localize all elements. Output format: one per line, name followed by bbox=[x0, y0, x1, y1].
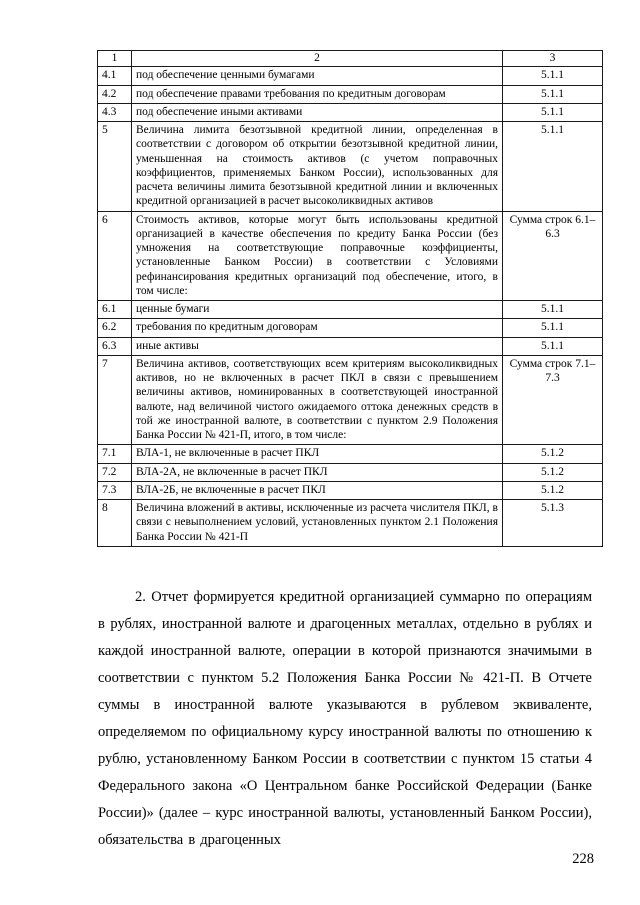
header-col-number: 1 bbox=[98, 51, 132, 67]
row-number-cell: 6 bbox=[98, 211, 132, 301]
table-row bbox=[98, 445, 603, 463]
table-row bbox=[98, 67, 603, 85]
row-text-cell: Величина лимита безотзывной кредитной линии, определенная в соответствии с договором об открытии безотзывной кредитной линии, уменьшенная на стоимость активов (с учетом поправочных коэффициентов, применяемых Банком России), использованных для расчета величины лимита безотзывной кредитной линии и включенных кредитной организацией в расчет высоколиквидных активов bbox=[132, 122, 503, 212]
table-row bbox=[98, 103, 603, 121]
table-row bbox=[98, 211, 603, 301]
row-ref-cell: 5.1.2 bbox=[503, 445, 603, 463]
row-ref-cell: 5.1.1 bbox=[503, 85, 603, 103]
row-text-cell: под обеспечение иными активами bbox=[132, 103, 503, 121]
table-header-row bbox=[98, 51, 603, 67]
row-number-cell: 6.2 bbox=[98, 319, 132, 337]
table-row bbox=[98, 85, 603, 103]
row-number-cell: 7 bbox=[98, 355, 132, 445]
row-ref-cell: Сумма строк 7.1–7.3 bbox=[503, 355, 603, 445]
table-row bbox=[98, 500, 603, 547]
report-rows-table bbox=[97, 50, 603, 547]
table-row bbox=[98, 122, 603, 212]
row-ref-cell: 5.1.2 bbox=[503, 481, 603, 499]
row-text-cell: ценные бумаги bbox=[132, 301, 503, 319]
row-text-cell: ВЛА-2А, не включенные в расчет ПКЛ bbox=[132, 463, 503, 481]
row-text-cell: Стоимость активов, которые могут быть использованы кредитной организацией в качестве обеспечения по кредиту Банка России (без умножения на соответствующие поправочные коэффициенты, установленные Банком России) в соответствии с Условиями рефинансирования кредитных организаций под обеспечение, итого, в том числе: bbox=[132, 211, 503, 301]
table-row bbox=[98, 481, 603, 499]
row-ref-cell: 5.1.1 bbox=[503, 122, 603, 212]
header-col-reference: 3 bbox=[503, 51, 603, 67]
row-number-cell: 4.1 bbox=[98, 67, 132, 85]
row-text-cell: требования по кредитным договорам bbox=[132, 319, 503, 337]
row-ref-cell: 5.1.1 bbox=[503, 319, 603, 337]
row-ref-cell: 5.1.1 bbox=[503, 67, 603, 85]
page-number: 228 bbox=[572, 851, 594, 867]
row-number-cell: 4.3 bbox=[98, 103, 132, 121]
row-text-cell: под обеспечение правами требования по кредитным договорам bbox=[132, 85, 503, 103]
table-row bbox=[98, 301, 603, 319]
row-text-cell: иные активы bbox=[132, 337, 503, 355]
row-number-cell: 7.2 bbox=[98, 463, 132, 481]
row-ref-cell: 5.1.3 bbox=[503, 500, 603, 547]
row-number-cell: 4.2 bbox=[98, 85, 132, 103]
row-number-cell: 6.1 bbox=[98, 301, 132, 319]
row-text-cell: Величина активов, соответствующих всем критериям высоколиквидных активов, но не включенных в расчет ПКЛ в связи с превышением величины активов, номинированных в соответствующей иностранной валюте, над величиной чистого ожидаемого оттока денежных средств в той же иностранной валюте, в соответствии с пунктом 2.9 Положения Банка России № 421-П, итого, в том числе: bbox=[132, 355, 503, 445]
table-row bbox=[98, 355, 603, 445]
header-col-description: 2 bbox=[132, 51, 503, 67]
row-ref-cell: 5.1.1 bbox=[503, 103, 603, 121]
row-text-cell: ВЛА-2Б, не включенные в расчет ПКЛ bbox=[132, 481, 503, 499]
row-number-cell: 5 bbox=[98, 122, 132, 212]
body-paragraph: 2. Отчет формируется кредитной организацией суммарно по операциям в рублях, иностранной валюте и драгоценных металлах, отдельно в рублях и каждой иностранной валюте, операции в которой признаются значимыми в соответствии с пунктом 5.2 Положения Банка России № 421-П. В Отчете суммы в иностранной валюте указываются в рублевом эквиваленте, определяемом по официальному курсу иностранной валюты по отношению к рублю, установленному Банком России в соответствии с пунктом 15 статьи 4 Федерального закона «О Центральном банке Российской Федерации (Банке России)» (далее – курс иностранной валюты, установленный Банком России), обязательства в драгоценных bbox=[98, 589, 592, 848]
row-number-cell: 8 bbox=[98, 500, 132, 547]
row-text-cell: ВЛА-1, не включенные в расчет ПКЛ bbox=[132, 445, 503, 463]
row-number-cell: 7.3 bbox=[98, 481, 132, 499]
row-ref-cell: 5.1.1 bbox=[503, 301, 603, 319]
row-number-cell: 6.3 bbox=[98, 337, 132, 355]
row-text-cell: под обеспечение ценными бумагами bbox=[132, 67, 503, 85]
table-row bbox=[98, 337, 603, 355]
row-ref-cell: Сумма строк 6.1–6.3 bbox=[503, 211, 603, 301]
row-number-cell: 7.1 bbox=[98, 445, 132, 463]
row-text-cell: Величина вложений в активы, исключенные из расчета числителя ПКЛ, в связи с невыполнением условий, установленных пунктом 2.1 Положения Банка России № 421-П bbox=[132, 500, 503, 547]
row-ref-cell: 5.1.1 bbox=[503, 337, 603, 355]
row-ref-cell: 5.1.2 bbox=[503, 463, 603, 481]
table-row bbox=[98, 463, 603, 481]
table-row bbox=[98, 319, 603, 337]
